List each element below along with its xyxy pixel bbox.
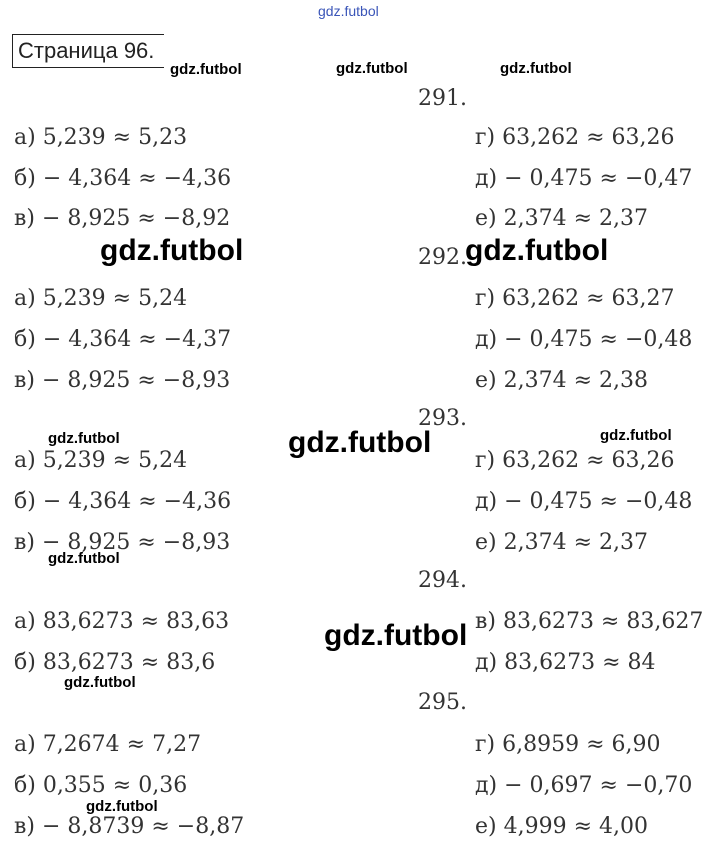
answer-line: е) 2,374 ≈ 2,37 xyxy=(475,530,648,555)
watermark: gdz.futbol xyxy=(336,60,408,77)
answer-line: в) 83,6273 ≈ 83,627 xyxy=(475,609,704,634)
answer-line: е) 2,374 ≈ 2,38 xyxy=(475,368,648,393)
answer-line: а) 83,6273 ≈ 83,63 xyxy=(14,609,230,634)
watermark: gdz.futbol xyxy=(500,60,572,77)
task-number: 293. xyxy=(418,406,467,431)
task-number: 291. xyxy=(418,86,467,111)
answer-line: а) 7,2674 ≈ 7,27 xyxy=(14,732,202,757)
answer-line: б) 83,6273 ≈ 83,6 xyxy=(14,650,216,675)
header-watermark: gdz.futbol xyxy=(318,3,379,19)
watermark: gdz.futbol xyxy=(64,674,136,691)
answer-line: б) 0,355 ≈ 0,36 xyxy=(14,773,188,798)
watermark: gdz.futbol xyxy=(324,619,468,652)
watermark: gdz.futbol xyxy=(48,550,120,567)
answer-line: е) 4,999 ≈ 4,00 xyxy=(475,814,648,839)
answer-line: а) 5,239 ≈ 5,24 xyxy=(14,286,188,311)
answer-line: д) − 0,697 ≈ −0,70 xyxy=(475,773,693,798)
watermark: gdz.futbol xyxy=(288,426,432,459)
answer-line: в) − 8,925 ≈ −8,93 xyxy=(14,530,231,555)
task-number: 294. xyxy=(418,568,467,593)
watermark: gdz.futbol xyxy=(170,61,242,78)
watermark: gdz.futbol xyxy=(600,427,672,444)
task-number: 295. xyxy=(418,690,467,715)
answer-line: в) − 8,925 ≈ −8,93 xyxy=(14,368,231,393)
answer-line: е) 2,374 ≈ 2,37 xyxy=(475,206,648,231)
answer-line: в) − 8,8739 ≈ −8,87 xyxy=(14,814,245,839)
answer-line: д) − 0,475 ≈ −0,48 xyxy=(475,489,693,514)
page-title: Страница 96. xyxy=(18,38,155,63)
answer-line: г) 63,262 ≈ 63,27 xyxy=(475,286,675,311)
answer-line: а) 5,239 ≈ 5,24 xyxy=(14,448,188,473)
watermark: gdz.futbol xyxy=(48,430,120,447)
answer-line: д) − 0,475 ≈ −0,47 xyxy=(475,166,693,191)
answer-line: а) 5,239 ≈ 5,23 xyxy=(14,125,188,150)
answer-line: г) 6,8959 ≈ 6,90 xyxy=(475,732,661,757)
watermark: gdz.futbol xyxy=(465,234,609,267)
answer-line: г) 63,262 ≈ 63,26 xyxy=(475,125,675,150)
answer-line: д) 83,6273 ≈ 84 xyxy=(475,650,656,675)
watermark: gdz.futbol xyxy=(86,798,158,815)
task-number: 292. xyxy=(418,245,467,270)
answer-line: б) − 4,364 ≈ −4,37 xyxy=(14,327,232,352)
answer-line: в) − 8,925 ≈ −8,92 xyxy=(14,206,231,231)
answer-line: б) − 4,364 ≈ −4,36 xyxy=(14,489,232,514)
answer-line: г) 63,262 ≈ 63,26 xyxy=(475,448,675,473)
answer-line: б) − 4,364 ≈ −4,36 xyxy=(14,166,232,191)
watermark: gdz.futbol xyxy=(100,234,244,267)
answer-line: д) − 0,475 ≈ −0,48 xyxy=(475,327,693,352)
